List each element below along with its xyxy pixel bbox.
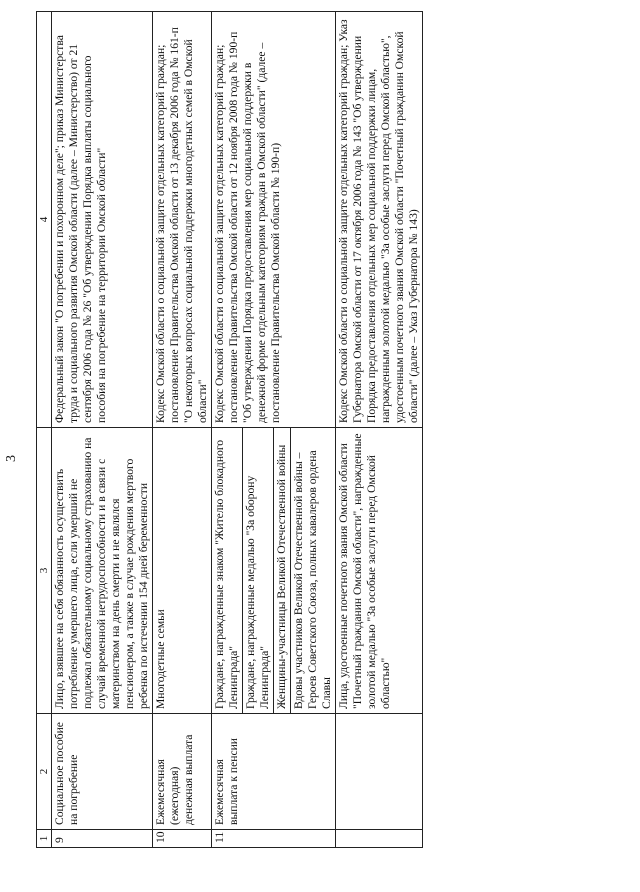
benefits-table <box>36 11 423 848</box>
row-number <box>336 830 423 848</box>
benefit-name: Ежемесячная выплата к пенсии <box>212 714 336 830</box>
row-number: 9 <box>52 830 153 848</box>
table-row <box>212 12 336 848</box>
table-row <box>153 12 212 848</box>
header-col-1: 1 <box>37 830 52 848</box>
legal-basis: Кодекс Омской области о социальной защите отдельных категорий граждан; постановление Правительства Омской области от 12 ноября 2008 года № 190-п "Об утверждении Порядка предоставления мер социальной поддержки в денежной форме отдельным категориям граждан в Омской области" (далее – постановление Правительства Омской области № 190-п) <box>212 12 336 428</box>
recipient-category: Граждане, награжденные медалью "За оборону Ленинграда" <box>242 428 273 713</box>
legal-basis: Федеральный закон "О погребении и похоронном деле"; приказ Министерства труда и социального развития Омской области (далее – Министерство) от 21 сентября 2006 года № 26 "Об утверждении Порядка выплаты социального пособия на погребение на территории Омской области" <box>52 12 153 428</box>
recipient-list <box>212 428 336 714</box>
header-col-4: 4 <box>37 12 52 428</box>
recipient-category: Многодетные семьи <box>153 428 212 714</box>
page-number: 3 <box>4 455 19 462</box>
table-row <box>336 12 423 848</box>
recipient-category: Вдовы участников Великой Отечественной войны – Героев Советского Союза, полных кавалеров ордена Славы <box>290 428 335 713</box>
recipient-category: Женщины-участницы Великой Отечественной войны <box>273 428 290 713</box>
header-row <box>37 12 52 848</box>
benefit-name <box>336 714 423 830</box>
header-col-3: 3 <box>37 428 52 714</box>
row-number: 10 <box>153 830 212 848</box>
legal-basis: Кодекс Омской области о социальной защите отдельных категорий граждан; постановление Правительства Омской области от 13 декабря 2006 года № 161-п "О некоторых вопросах социальной поддержки многодетных семей в Омской области" <box>153 12 212 428</box>
benefit-name: Ежемесячная (ежегодная) денежная выплата <box>153 714 212 830</box>
recipient-category: Лица, удостоенные почетного звания Омской области "Почетный гражданин Омской области", награжденные золотой медалью "За особые заслуги перед Омской областью" <box>336 428 423 714</box>
benefit-name: Социальное пособие на погребение <box>52 714 153 830</box>
recipient-category: Граждане, награжденные знаком "Жителю блокадного Ленинграда" <box>213 439 240 709</box>
legal-basis: Кодекс Омской области о социальной защите отдельных категорий граждан; Указ Губернатора Омской области от 17 октября 2006 года № 143 "Об утверждении Порядка предоставления отдельных мер социальной поддержки лицам, награжденным золотой медалью "За особые заслуги перед Омской областью", удостоенным почетного звания Омской области "Почетный гражданин Омской области" (далее – Указ Губернатора № 143) <box>336 12 423 428</box>
row-number: 11 <box>212 830 336 848</box>
recipient-category: Лицо, взявшее на себя обязанность осуществить потребление умершего лица, если умерший не подлежал обязательному социальному страхованию на случай временной нетрудоспособности и в связи с материнством на день смерти и не являлся пенсионером, а также в случае рождения мертвого ребенка по истечении 154 дней беременности <box>52 428 153 714</box>
header-col-2: 2 <box>37 714 52 830</box>
table-row <box>52 12 153 848</box>
